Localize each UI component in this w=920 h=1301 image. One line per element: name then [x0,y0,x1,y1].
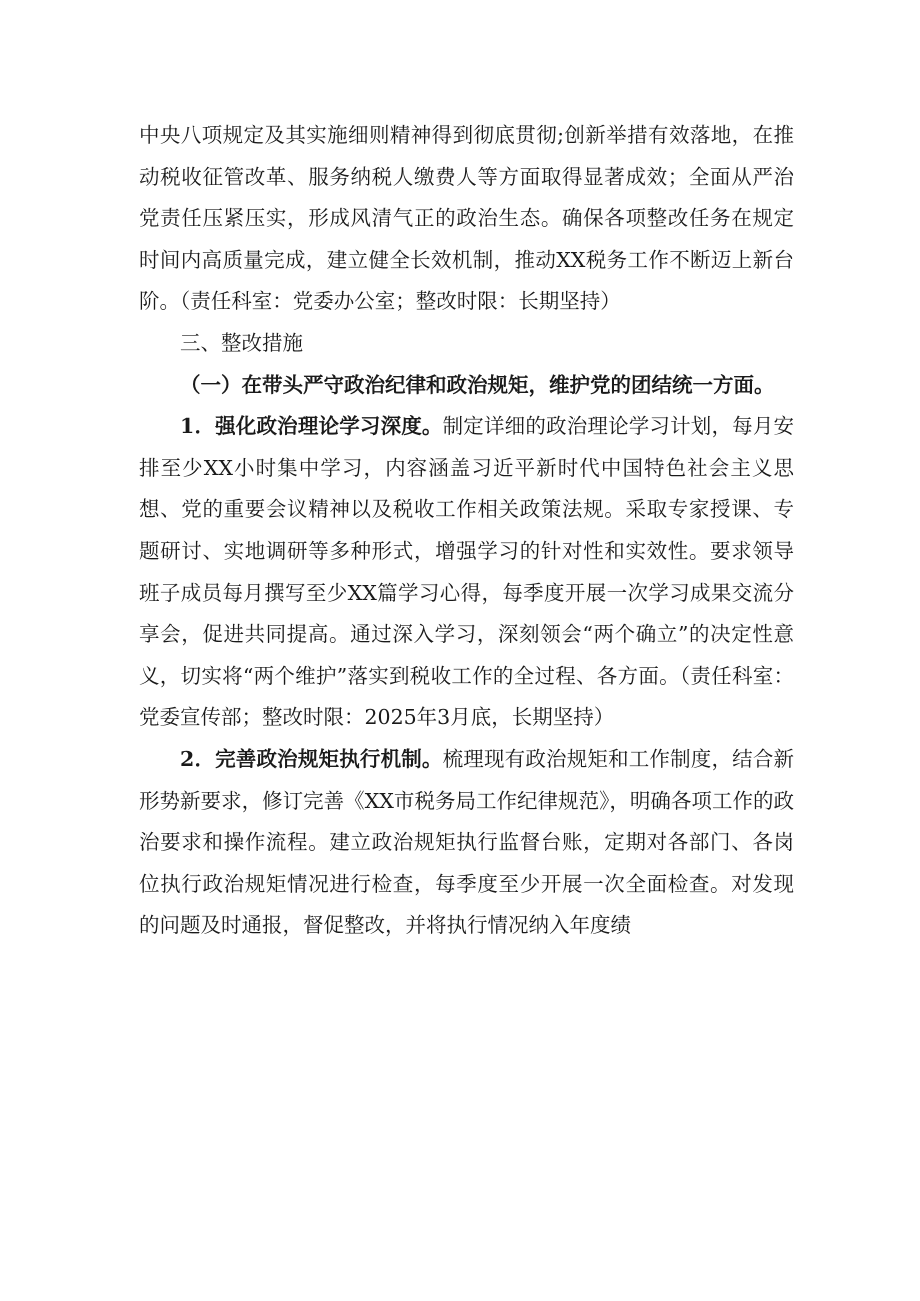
item-body: 制定详细的政治理论学习计划，每月安排至少XX小时集中学习，内容涵盖习近平新时代中国特色社会主义思想、党的重要会议精神以及税收工作相关政策法规。采取专家授课、专题研讨、实地调研等多种形式，增强学习的针对性和实效性。要求领导班子成员每月撰写至少XX篇学习心得，每季度开展一次学习成果交流分享会，促进共同提高。通过深入学习，深刻领会“两个确立”的决定性意义，切实将“两个维护”落实到税收工作的全过程、各方面。（责任科室：党委宣传部；整改时限：2025年3月底，长期坚持） [139,414,795,730]
list-item [139,739,794,947]
item-title: 1．强化政治理论学习深度。 [180,414,443,439]
item-title: 2．完善政治规矩执行机制。 [180,746,443,771]
paragraph-continuation: 中央八项规定及其实施细则精神得到彻底贯彻;创新举措有效落地，在推动税收征管改革、服务纳税人缴费人等方面取得显著成效；全面从严治党责任压紧压实，形成风清气正的政治生态。确保各项整改任务在规定时间内高质量完成，建立健全长效机制，推动XX税务工作不断迈上新台阶。（责任科室：党委办公室；整改时限：长期坚持） [139,123,794,314]
list-item [139,406,794,739]
item-body: 梳理现有政治规矩和工作制度，结合新形势新要求，修订完善《XX市税务局工作纪律规范》，明确各项工作的政治要求和操作流程。建立政治规矩执行监督台账，定期对各部门、各岗位执行政治规矩情况进行检查，每季度至少开展一次全面检查。对发现的问题及时通报，督促整改，并将执行情况纳入年度绩 [139,746,795,938]
section-heading: 三、整改措施 [180,330,303,355]
subsection-heading: （一）在带头严守政治纪律和政治规矩，维护党的团结统一方面。 [180,372,775,397]
document-body [139,115,794,947]
